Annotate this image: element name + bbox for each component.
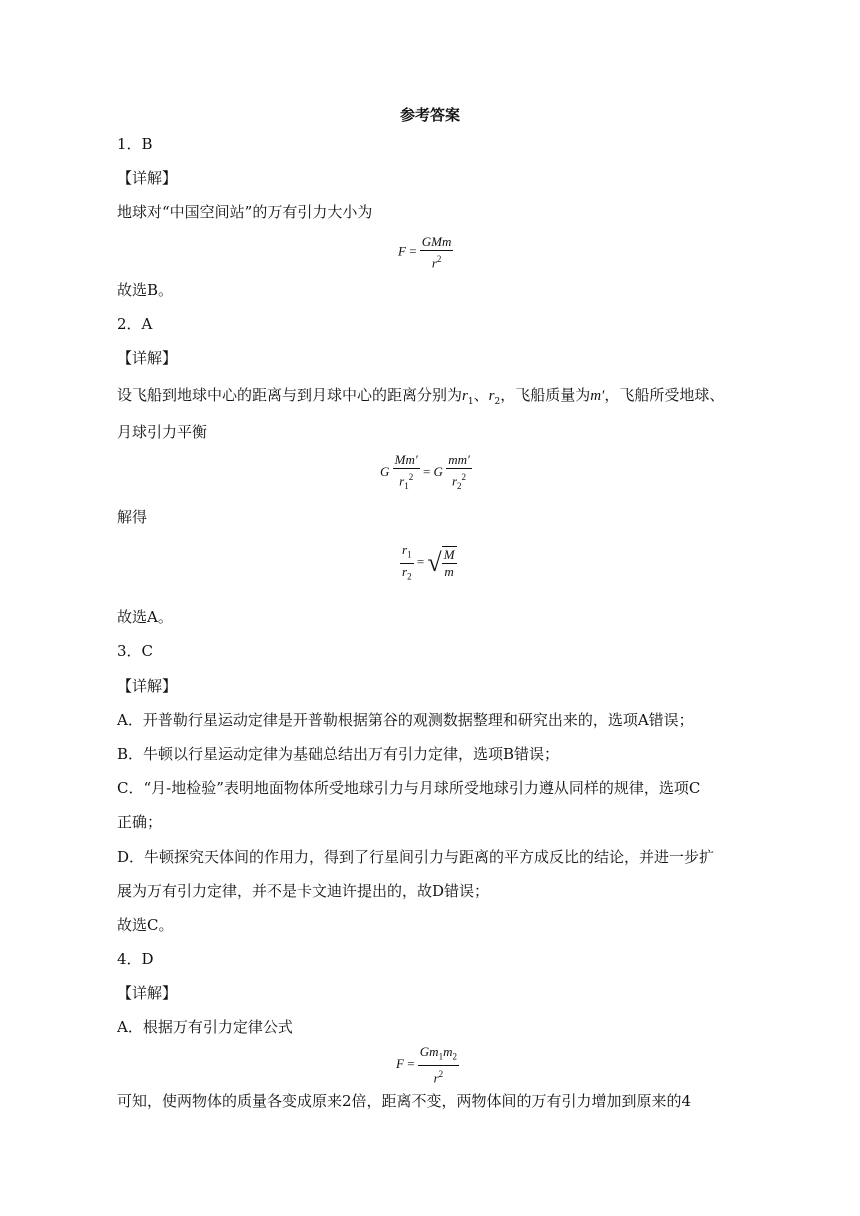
q2-answer: 2．A <box>117 315 153 333</box>
q1-answer: 1．B <box>117 135 153 153</box>
q3-option-d-line2: 展为万有引力定律，并不是卡文迪许提出的，故D错误； <box>117 882 490 900</box>
q3-conclusion: 故选C。 <box>117 916 174 934</box>
q2-solve-text: 解得 <box>117 508 148 526</box>
q2-text-b: 、 <box>473 386 489 404</box>
q3-option-d-line1: D．牛顿探究天体间的作用力，得到了行星间引力与距离的平方成反比的结论，并进一步扩 <box>117 848 715 866</box>
q3-answer: 3．C <box>117 642 154 660</box>
q1-detail-heading: 【详解】 <box>117 169 178 187</box>
q1-text: 地球对“中国空间站”的万有引力大小为 <box>117 203 373 221</box>
q2-text-line2: 月球引力平衡 <box>117 423 208 441</box>
q4-option-a-line2: 可知，使两物体的质量各变成原来2倍，距离不变，两物体间的万有引力增加到原来的4 <box>117 1092 692 1110</box>
q2-text-c: ，飞船质量为 <box>500 386 591 404</box>
q2-conclusion: 故选A。 <box>117 608 173 626</box>
q3-option-a: A．开普勒行星运动定律是开普勒根据第谷的观测数据整理和研究出来的，选项A错误； <box>117 711 694 729</box>
q2-text-d: ，飞船所受地球、 <box>604 386 725 404</box>
q2-text-line1: 设飞船到地球中心的距离与到月球中心的距离分别为$r_1$、$r_2$，飞船质量为m′，飞船所受地球、 <box>117 386 725 407</box>
q2-text-a: 设飞船到地球中心的距离与到月球中心的距离分别为 <box>117 386 463 404</box>
q3-detail-heading: 【详解】 <box>117 677 178 695</box>
q3-option-c-line1: C．“月-地检验”表明地面物体所受地球引力与月球所受地球引力遵从同样的规律，选项C <box>117 779 701 797</box>
q1-conclusion: 故选B。 <box>117 281 174 299</box>
q1-formula: F = $\frac{\text{GMm}}{r^2}$ <box>398 234 452 271</box>
page-title: 参考答案 <box>399 106 460 124</box>
q4-detail-heading: 【详解】 <box>117 984 178 1002</box>
q2-formula-ratio: $\frac{r_1}{r_2}$ = √ $\frac{M}{m}$ <box>402 542 455 582</box>
q2-formula-balance: G $\frac{Mm'}{r_1^2}$ = G $\frac{mm'}{r_2^2}$ <box>380 452 470 491</box>
q3-option-c-line2: 正确； <box>117 813 163 831</box>
q3-option-b: B．牛顿以行星运动定律为基础总结出万有引力定律，选项B错误； <box>117 745 560 763</box>
q2-detail-heading: 【详解】 <box>117 349 178 367</box>
q4-answer: 4．D <box>117 950 154 968</box>
q4-formula: F = $\frac{Gm_1m_2}{r^2}$ <box>396 1044 457 1085</box>
q4-option-a-line1: A．根据万有引力定律公式 <box>117 1018 293 1036</box>
